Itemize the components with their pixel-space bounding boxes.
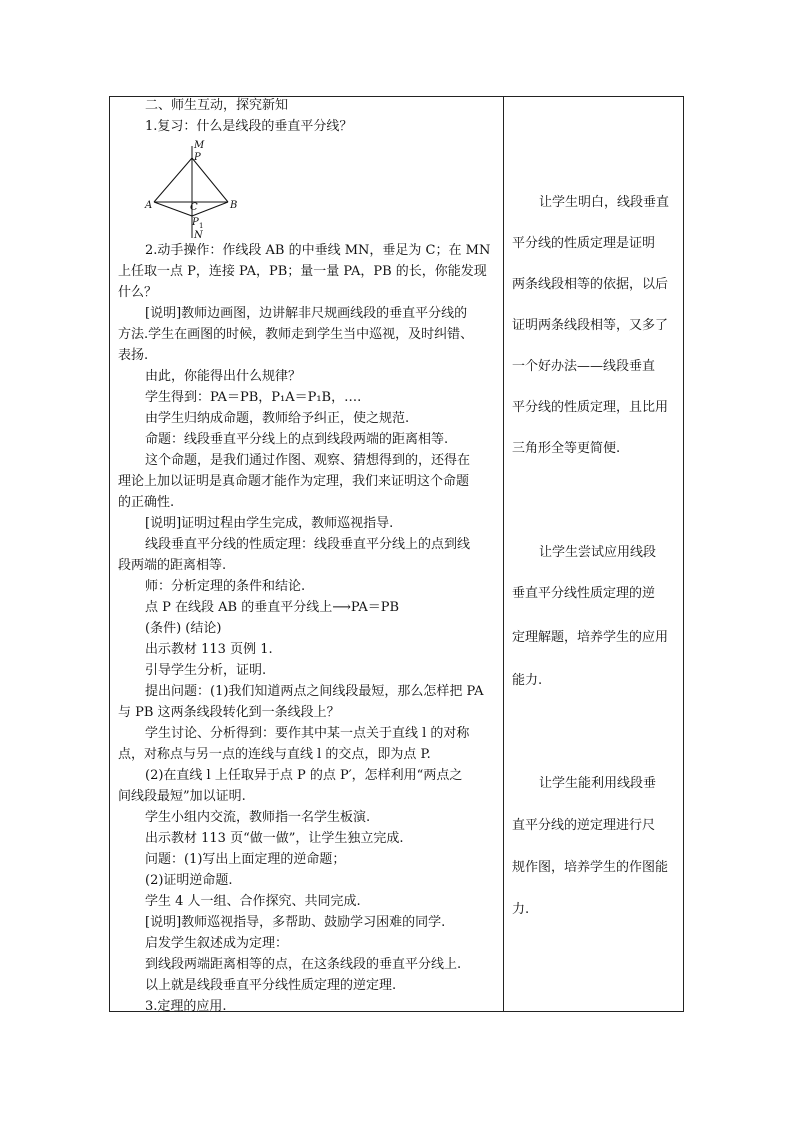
text-line: 理论上加以证明是真命题才能作为定理，我们来证明这个命题 bbox=[118, 474, 470, 489]
label-subscript-1: 1 bbox=[199, 222, 204, 230]
text-line: 方法.学生在画图的时候，教师走到学生当中巡视，及时纠错、 bbox=[118, 327, 474, 342]
text-line: 力. bbox=[512, 902, 530, 917]
text-line: 段两端的距离相等. bbox=[118, 558, 227, 573]
text-line: 点，对称点与另一点的连线与直线 l 的交点，即为点 P. bbox=[118, 747, 431, 762]
text-line: (条件) (结论) bbox=[145, 621, 222, 636]
text-line: 与 PB 这两条线段转化到一条线段上？ bbox=[118, 705, 340, 720]
text-line: (2)证明逆命题. bbox=[145, 873, 233, 888]
text-line: 以上就是线段垂直平分线性质定理的逆定理. bbox=[145, 978, 397, 993]
label-c: C bbox=[190, 202, 198, 213]
text-line: [说明]教师边画图，边讲解非尺规画线段的垂直平分线的 bbox=[145, 306, 468, 321]
text-line: 证明两条线段相等，又多了 bbox=[512, 318, 669, 333]
text-line: 学生讨论、分析得到：要作其中某一点关于直线 l 的对称 bbox=[145, 726, 470, 741]
text-line: 什么？ bbox=[118, 285, 158, 300]
text-line: 出示教材 113 页例 1. bbox=[145, 642, 273, 657]
text-line: 让学生明白，线段垂直 bbox=[539, 195, 670, 210]
label-a: A bbox=[145, 200, 153, 211]
text-line: [说明]教师巡视指导，多帮助、鼓励学习困难的同学. bbox=[145, 915, 446, 930]
text-line: (2)在直线 l 上任取异于点 P 的点 P′，怎样利用“两点之 bbox=[145, 768, 463, 783]
text-line: 2.动手操作：作线段 AB 的中垂线 MN，垂足为 C；在 MN bbox=[145, 243, 491, 258]
text-line: 引导学生分析，证明. bbox=[145, 663, 267, 678]
column-divider bbox=[503, 96, 504, 1012]
text-line: 一个好办法——线段垂直 bbox=[512, 359, 656, 374]
text-line: 两条线段相等的依据，以后 bbox=[512, 277, 669, 292]
text-line: [说明]证明过程由学生完成，教师巡视指导. bbox=[145, 516, 394, 531]
text-line: 能力. bbox=[512, 673, 543, 688]
text-line: 上任取一点 P，连接 PA，PB；量一量 PA，PB 的长，你能发现 bbox=[118, 264, 487, 279]
text-line: 垂直平分线性质定理的逆 bbox=[512, 586, 656, 601]
label-n: N bbox=[194, 230, 203, 240]
text-line: 线段垂直平分线的性质定理：线段垂直平分线上的点到线 bbox=[145, 537, 471, 552]
text-line: 由此，你能得出什么规律？ bbox=[145, 369, 302, 384]
label-b: B bbox=[230, 200, 238, 211]
text-line: 问题：(1)写出上面定理的逆命题； bbox=[145, 852, 346, 867]
perpendicular-bisector-diagram bbox=[144, 140, 240, 240]
text-line: 启发学生叙述成为定理： bbox=[145, 936, 289, 951]
text-line: 点 P 在线段 AB 的垂直平分线上⟶PA＝PB bbox=[145, 600, 400, 615]
text-line: 师：分析定理的条件和结论. bbox=[145, 579, 306, 594]
text-line: 规作图，培养学生的作图能 bbox=[512, 860, 669, 875]
text-line: 出示教材 113 页“做一做”，让学生独立完成. bbox=[145, 831, 404, 846]
text-line: 平分线的性质定理是证明 bbox=[512, 236, 656, 251]
text-line: 间线段最短”加以证明. bbox=[118, 789, 246, 804]
text-line: 定理解题，培养学生的应用 bbox=[512, 630, 669, 645]
text-line: 学生 4 人一组、合作探究、共同完成. bbox=[145, 894, 361, 909]
text-line: 到线段两端距离相等的点，在这条线段的垂直平分线上. bbox=[145, 957, 462, 972]
text-line: 的正确性. bbox=[118, 495, 175, 510]
text-line: 三角形全等更简便. bbox=[512, 441, 621, 456]
label-m: M bbox=[194, 140, 205, 151]
text-line: 让学生尝试应用线段 bbox=[539, 545, 657, 560]
text-line: 二、师生互动，探究新知 bbox=[145, 98, 289, 113]
text-line: 命题：线段垂直平分线上的点到线段两端的距离相等. bbox=[145, 432, 449, 447]
text-line: 表扬. bbox=[118, 348, 149, 363]
text-line: 3.定理的应用. bbox=[145, 999, 227, 1014]
text-line: 直平分线的逆定理进行尺 bbox=[512, 818, 656, 833]
text-line: 由学生归纳成命题，教师给予纠正，使之规范. bbox=[145, 411, 410, 426]
text-line: 这个命题，是我们通过作图、观察、猜想得到的，还得在 bbox=[145, 453, 471, 468]
label-p1: P bbox=[192, 217, 199, 228]
text-line: 1.复习：什么是线段的垂直平分线？ bbox=[145, 119, 353, 134]
text-line: 让学生能利用线段垂 bbox=[539, 776, 657, 791]
text-line: 提出问题：(1)我们知道两点之间线段最短，那么怎样把 PA bbox=[145, 684, 484, 699]
text-line: 学生得到：PA＝PB，P₁A＝P₁B，…. bbox=[145, 390, 362, 405]
label-p: P bbox=[194, 152, 201, 163]
text-line: 学生小组内交流，教师指一名学生板演. bbox=[145, 810, 371, 825]
text-line: 平分线的性质定理，且比用 bbox=[512, 400, 669, 415]
